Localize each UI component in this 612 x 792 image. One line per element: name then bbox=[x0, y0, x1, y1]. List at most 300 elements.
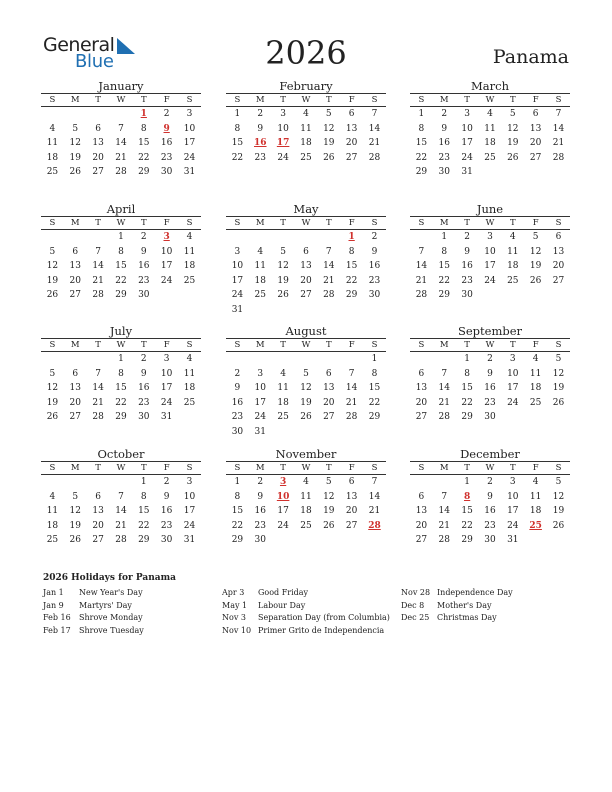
day-cell: 20 bbox=[92, 520, 104, 531]
day-cell: 3 bbox=[186, 109, 193, 119]
day-cell: 8 bbox=[464, 368, 470, 379]
day-cell: 7 bbox=[555, 109, 562, 119]
day-cell: 13 bbox=[300, 261, 312, 272]
day-cell: 12 bbox=[69, 138, 81, 149]
day-cell: 19 bbox=[46, 397, 59, 408]
month-name: April bbox=[106, 202, 136, 216]
empty-cell bbox=[410, 475, 433, 490]
day-cell: 9 bbox=[234, 383, 241, 394]
weekday-label: F bbox=[163, 463, 170, 473]
holiday-name: Christmas Day bbox=[437, 613, 497, 622]
day-cell: 23 bbox=[231, 412, 244, 423]
weekday-label: T bbox=[95, 218, 101, 228]
day-cell: 14 bbox=[323, 261, 335, 272]
empty-cell bbox=[433, 352, 456, 367]
day-cell: 15 bbox=[438, 261, 450, 272]
empty-cell bbox=[226, 352, 249, 367]
month-july bbox=[41, 324, 201, 425]
day-cell: 19 bbox=[300, 397, 312, 408]
weekday-header bbox=[41, 338, 201, 352]
day-cell: 21 bbox=[438, 397, 450, 408]
day-cell: 22 bbox=[115, 397, 127, 408]
weekday-label: T bbox=[464, 463, 470, 473]
day-cell: 9 bbox=[371, 246, 378, 257]
day-cell: 22 bbox=[231, 520, 244, 531]
day-cell: 2 bbox=[163, 109, 170, 119]
day-grid bbox=[226, 230, 386, 318]
empty-cell bbox=[410, 230, 433, 245]
day-cell: 16 bbox=[160, 506, 173, 517]
day-cell: 4 bbox=[186, 354, 193, 364]
weekday-label: S bbox=[186, 218, 193, 228]
day-cell: 4 bbox=[303, 109, 309, 119]
day-cell: 13 bbox=[69, 383, 81, 394]
day-cell: 7 bbox=[118, 123, 124, 134]
day-cell: 31 bbox=[183, 167, 196, 178]
month-name: July bbox=[109, 324, 133, 338]
day-cell: 13 bbox=[345, 123, 358, 134]
month-name: August bbox=[285, 324, 327, 338]
day-cell: 12 bbox=[507, 123, 519, 134]
day-cell: 30 bbox=[484, 412, 496, 423]
day-grid bbox=[41, 107, 201, 180]
day-cell: 9 bbox=[487, 368, 493, 379]
empty-cell bbox=[41, 230, 64, 245]
empty-cell bbox=[410, 352, 433, 367]
day-cell: 12 bbox=[323, 491, 335, 502]
day-cell: 15 bbox=[138, 138, 150, 149]
day-cell: 29 bbox=[368, 412, 381, 423]
day-cell: 31 bbox=[183, 535, 196, 546]
day-cell: 17 bbox=[277, 506, 289, 517]
day-cell: 22 bbox=[231, 152, 244, 163]
weekday-header bbox=[410, 461, 570, 475]
month-february bbox=[226, 79, 386, 165]
day-cell: 23 bbox=[461, 275, 473, 286]
country-name: Panama bbox=[492, 46, 569, 68]
day-cell: 24 bbox=[183, 152, 196, 163]
day-cell: 9 bbox=[441, 123, 448, 134]
holiday-name: Labour Day bbox=[258, 600, 306, 610]
weekday-label: S bbox=[234, 463, 241, 473]
day-cell: 17 bbox=[160, 261, 173, 272]
day-cell: 23 bbox=[138, 275, 150, 286]
day-cell: 22 bbox=[345, 275, 358, 286]
weekday-label: M bbox=[70, 463, 80, 473]
day-cell: 13 bbox=[92, 506, 104, 517]
day-cell: 4 bbox=[280, 368, 286, 379]
day-cell: 4 bbox=[509, 232, 516, 242]
holiday-date: Feb 16 bbox=[43, 613, 71, 622]
day-cell: 9 bbox=[140, 368, 147, 379]
weekday-label: F bbox=[348, 95, 355, 105]
weekday-label: W bbox=[485, 218, 495, 228]
day-cell: 25 bbox=[529, 397, 542, 408]
day-cell: 20 bbox=[300, 275, 312, 286]
weekday-label: W bbox=[116, 340, 126, 350]
weekday-label: T bbox=[280, 95, 286, 105]
day-cell: 29 bbox=[461, 412, 473, 423]
day-cell: 18 bbox=[300, 506, 312, 517]
weekday-label: F bbox=[532, 218, 539, 228]
month-name: June bbox=[476, 202, 504, 216]
day-cell: 20 bbox=[415, 397, 428, 408]
empty-cell bbox=[41, 475, 64, 490]
day-cell: 15 bbox=[231, 506, 244, 517]
day-cell: 23 bbox=[138, 397, 150, 408]
day-cell: 25 bbox=[46, 167, 59, 178]
weekday-label: S bbox=[234, 340, 241, 350]
day-cell: 26 bbox=[277, 290, 289, 301]
day-cell: 13 bbox=[415, 506, 428, 517]
holiday-item bbox=[222, 587, 390, 600]
day-cell: 27 bbox=[300, 290, 312, 301]
day-cell: 9 bbox=[487, 491, 493, 502]
day-cell: 14 bbox=[415, 261, 428, 272]
day-cell: 10 bbox=[507, 368, 519, 379]
day-cell: 29 bbox=[345, 290, 358, 301]
day-cell: 29 bbox=[231, 535, 244, 546]
day-cell: 23 bbox=[438, 152, 450, 163]
day-cell: 21 bbox=[115, 152, 127, 163]
weekday-label: W bbox=[301, 463, 311, 473]
day-cell: 11 bbox=[507, 246, 519, 257]
day-cell: 8 bbox=[371, 368, 378, 379]
day-cell: 11 bbox=[484, 123, 496, 134]
day-cell: 28 bbox=[323, 290, 335, 301]
day-cell: 3 bbox=[509, 354, 516, 364]
day-cell: 9 bbox=[163, 491, 170, 502]
day-cell: 24 bbox=[160, 275, 173, 286]
weekday-label: T bbox=[509, 218, 516, 228]
weekday-label: T bbox=[140, 340, 147, 350]
day-cell: 13 bbox=[323, 383, 335, 394]
day-cell: 18 bbox=[183, 383, 196, 394]
weekday-label: M bbox=[70, 218, 80, 228]
day-cell: 16 bbox=[368, 261, 381, 272]
weekday-label: M bbox=[255, 463, 265, 473]
day-cell: 24 bbox=[277, 152, 289, 163]
day-cell: 11 bbox=[183, 246, 196, 257]
day-cell: 15 bbox=[115, 383, 127, 394]
day-cell: 21 bbox=[415, 275, 428, 286]
day-cell: 6 bbox=[348, 477, 355, 487]
day-cell: 11 bbox=[183, 368, 196, 379]
day-cell: 11 bbox=[46, 506, 59, 517]
day-cell: 12 bbox=[552, 368, 565, 379]
holiday-date: Apr 3 bbox=[222, 588, 245, 597]
day-cell: 6 bbox=[72, 246, 79, 257]
day-cell: 25 bbox=[277, 412, 289, 423]
empty-cell bbox=[64, 230, 87, 245]
day-cell: 28 bbox=[92, 290, 104, 301]
day-cell: 16 bbox=[231, 397, 244, 408]
empty-cell bbox=[249, 230, 272, 245]
empty-cell bbox=[295, 352, 318, 367]
weekday-label: F bbox=[532, 463, 539, 473]
day-cell: 20 bbox=[69, 275, 81, 286]
day-cell: 15 bbox=[415, 138, 428, 149]
day-cell: 27 bbox=[345, 520, 358, 531]
day-cell: 12 bbox=[46, 383, 59, 394]
holiday-item bbox=[222, 612, 390, 625]
day-cell: 3 bbox=[509, 477, 516, 487]
holiday-day: 3 bbox=[163, 232, 170, 242]
day-cell: 26 bbox=[46, 290, 59, 301]
day-cell: 1 bbox=[418, 109, 425, 119]
day-cell: 26 bbox=[69, 167, 81, 178]
day-cell: 24 bbox=[507, 397, 519, 408]
day-cell: 1 bbox=[234, 477, 241, 487]
day-cell: 20 bbox=[552, 261, 565, 272]
day-cell: 27 bbox=[92, 167, 104, 178]
day-cell: 23 bbox=[368, 275, 381, 286]
day-cell: 3 bbox=[163, 354, 170, 364]
day-cell: 20 bbox=[345, 506, 358, 517]
day-cell: 27 bbox=[323, 412, 335, 423]
day-cell: 8 bbox=[234, 123, 241, 134]
day-cell: 10 bbox=[183, 491, 196, 502]
empty-cell bbox=[87, 107, 110, 122]
weekday-label: S bbox=[186, 463, 193, 473]
holiday-name: Independence Day bbox=[437, 588, 513, 597]
day-cell: 31 bbox=[461, 167, 473, 178]
day-cell: 11 bbox=[277, 383, 289, 394]
day-cell: 13 bbox=[529, 123, 542, 134]
weekday-header bbox=[41, 461, 201, 475]
weekday-label: W bbox=[301, 340, 311, 350]
day-cell: 18 bbox=[277, 397, 289, 408]
day-cell: 30 bbox=[438, 167, 450, 178]
weekday-label: S bbox=[49, 340, 56, 350]
day-cell: 26 bbox=[323, 152, 335, 163]
day-cell: 7 bbox=[325, 246, 332, 257]
day-cell: 12 bbox=[323, 123, 335, 134]
day-cell: 23 bbox=[160, 152, 173, 163]
day-cell: 25 bbox=[183, 275, 196, 286]
weekday-label: S bbox=[418, 463, 425, 473]
day-cell: 25 bbox=[484, 152, 496, 163]
empty-cell bbox=[433, 475, 456, 490]
weekday-label: S bbox=[555, 340, 562, 350]
day-cell: 2 bbox=[140, 232, 147, 242]
day-cell: 4 bbox=[303, 477, 309, 487]
day-cell: 18 bbox=[529, 383, 542, 394]
day-cell: 2 bbox=[257, 109, 264, 119]
holiday-date: Nov 28 bbox=[401, 588, 431, 597]
weekday-label: T bbox=[140, 463, 147, 473]
weekday-label: F bbox=[348, 218, 355, 228]
empty-cell bbox=[272, 230, 295, 245]
day-cell: 24 bbox=[254, 412, 266, 423]
holiday-column bbox=[222, 587, 390, 637]
day-cell: 11 bbox=[300, 123, 312, 134]
day-cell: 23 bbox=[254, 520, 266, 531]
empty-cell bbox=[295, 230, 318, 245]
day-cell: 23 bbox=[484, 397, 496, 408]
weekday-label: S bbox=[555, 218, 562, 228]
day-cell: 22 bbox=[115, 275, 127, 286]
day-grid bbox=[410, 107, 570, 180]
day-cell: 30 bbox=[231, 426, 244, 437]
empty-cell bbox=[226, 230, 249, 245]
weekday-label: T bbox=[280, 463, 286, 473]
holiday-name: Shrove Monday bbox=[79, 613, 143, 622]
weekday-label: M bbox=[439, 218, 449, 228]
day-cell: 18 bbox=[46, 152, 59, 163]
day-cell: 7 bbox=[418, 246, 425, 257]
day-cell: 21 bbox=[345, 397, 358, 408]
day-cell: 20 bbox=[415, 520, 428, 531]
day-cell: 6 bbox=[532, 109, 539, 119]
weekday-label: W bbox=[301, 218, 311, 228]
empty-cell bbox=[249, 352, 272, 367]
day-cell: 25 bbox=[254, 290, 266, 301]
weekday-label: M bbox=[255, 340, 265, 350]
day-cell: 7 bbox=[348, 368, 355, 379]
holiday-name: New Year's Day bbox=[79, 588, 143, 597]
weekday-label: W bbox=[116, 218, 126, 228]
holiday-date: May 1 bbox=[222, 600, 248, 610]
logo-text-blue: Blue bbox=[75, 51, 114, 72]
day-cell: 8 bbox=[140, 491, 147, 502]
day-cell: 4 bbox=[257, 246, 264, 257]
day-cell: 21 bbox=[368, 138, 381, 149]
holiday-day: 25 bbox=[529, 520, 542, 531]
day-cell: 3 bbox=[280, 109, 286, 119]
day-cell: 14 bbox=[345, 383, 358, 394]
weekday-label: S bbox=[49, 95, 56, 105]
day-cell: 8 bbox=[118, 368, 124, 379]
day-cell: 8 bbox=[140, 123, 147, 134]
calendar-year: 2026 bbox=[265, 34, 347, 72]
holiday-day: 3 bbox=[279, 477, 287, 487]
weekday-header bbox=[410, 338, 570, 352]
month-august bbox=[226, 324, 386, 440]
day-cell: 28 bbox=[115, 167, 127, 178]
weekday-label: F bbox=[532, 340, 539, 350]
day-cell: 19 bbox=[69, 520, 81, 531]
day-cell: 28 bbox=[345, 412, 358, 423]
weekday-label: F bbox=[532, 95, 539, 105]
day-cell: 5 bbox=[303, 368, 309, 379]
day-grid bbox=[410, 230, 570, 303]
holiday-column bbox=[401, 587, 513, 625]
day-cell: 19 bbox=[69, 152, 81, 163]
holiday-column bbox=[43, 587, 144, 637]
day-cell: 12 bbox=[300, 383, 312, 394]
month-name: March bbox=[471, 79, 509, 93]
weekday-label: S bbox=[186, 340, 193, 350]
weekday-label: S bbox=[186, 95, 193, 105]
day-cell: 2 bbox=[487, 477, 493, 487]
day-cell: 27 bbox=[529, 152, 542, 163]
weekday-label: S bbox=[371, 340, 378, 350]
empty-cell bbox=[272, 352, 295, 367]
empty-cell bbox=[41, 352, 64, 367]
day-cell: 3 bbox=[487, 232, 493, 242]
holiday-day: 28 bbox=[368, 520, 381, 531]
day-cell: 26 bbox=[323, 520, 335, 531]
day-cell: 7 bbox=[441, 368, 448, 379]
day-grid bbox=[41, 475, 201, 548]
day-cell: 27 bbox=[415, 535, 428, 546]
day-cell: 25 bbox=[183, 397, 196, 408]
holiday-date: Nov 3 bbox=[222, 613, 246, 622]
day-cell: 30 bbox=[254, 535, 266, 546]
weekday-label: S bbox=[234, 95, 241, 105]
day-cell: 5 bbox=[509, 109, 516, 119]
day-cell: 31 bbox=[160, 412, 173, 423]
day-cell: 22 bbox=[138, 152, 150, 163]
day-cell: 13 bbox=[69, 261, 81, 272]
weekday-label: F bbox=[163, 218, 170, 228]
weekday-header bbox=[41, 216, 201, 230]
day-cell: 31 bbox=[254, 426, 266, 437]
day-cell: 12 bbox=[46, 261, 59, 272]
day-cell: 28 bbox=[368, 152, 381, 163]
day-cell: 4 bbox=[49, 123, 56, 134]
day-cell: 6 bbox=[303, 246, 309, 257]
day-cell: 28 bbox=[438, 412, 450, 423]
day-cell: 28 bbox=[115, 535, 127, 546]
day-cell: 29 bbox=[138, 535, 150, 546]
weekday-label: F bbox=[163, 95, 170, 105]
holiday-name: Good Friday bbox=[258, 588, 309, 597]
day-cell: 23 bbox=[484, 520, 496, 531]
day-cell: 29 bbox=[415, 167, 428, 178]
day-cell: 27 bbox=[552, 275, 565, 286]
day-cell: 17 bbox=[183, 506, 196, 517]
day-cell: 31 bbox=[231, 304, 244, 315]
empty-cell bbox=[87, 352, 110, 367]
holiday-name: Mother's Day bbox=[437, 600, 492, 610]
holiday-name: Shrove Tuesday bbox=[79, 625, 144, 635]
month-name: September bbox=[457, 324, 523, 338]
day-cell: 11 bbox=[254, 261, 266, 272]
weekday-label: T bbox=[509, 340, 516, 350]
day-cell: 19 bbox=[552, 383, 565, 394]
day-cell: 27 bbox=[69, 290, 81, 301]
weekday-label: M bbox=[439, 463, 449, 473]
day-cell: 7 bbox=[95, 246, 101, 257]
day-cell: 28 bbox=[415, 290, 428, 301]
weekday-label: M bbox=[439, 95, 449, 105]
day-cell: 14 bbox=[368, 491, 381, 502]
weekday-header bbox=[226, 461, 386, 475]
holiday-item bbox=[401, 587, 513, 600]
day-cell: 21 bbox=[92, 397, 104, 408]
weekday-label: F bbox=[348, 340, 355, 350]
day-cell: 15 bbox=[461, 506, 473, 517]
day-cell: 27 bbox=[415, 412, 428, 423]
holiday-item bbox=[401, 600, 513, 613]
holiday-name: Separation Day (from Columbia) bbox=[258, 613, 390, 622]
day-cell: 26 bbox=[69, 535, 81, 546]
day-cell: 2 bbox=[487, 354, 493, 364]
weekday-label: T bbox=[280, 340, 286, 350]
weekday-label: T bbox=[464, 218, 470, 228]
weekday-label: T bbox=[325, 463, 332, 473]
holidays-title: 2026 Holidays for Panama bbox=[43, 573, 176, 583]
day-cell: 26 bbox=[529, 275, 542, 286]
day-cell: 6 bbox=[348, 109, 355, 119]
day-cell: 28 bbox=[92, 412, 104, 423]
holiday-day: 1 bbox=[140, 109, 147, 119]
day-cell: 4 bbox=[532, 477, 539, 487]
empty-cell bbox=[87, 230, 110, 245]
day-cell: 30 bbox=[160, 535, 173, 546]
